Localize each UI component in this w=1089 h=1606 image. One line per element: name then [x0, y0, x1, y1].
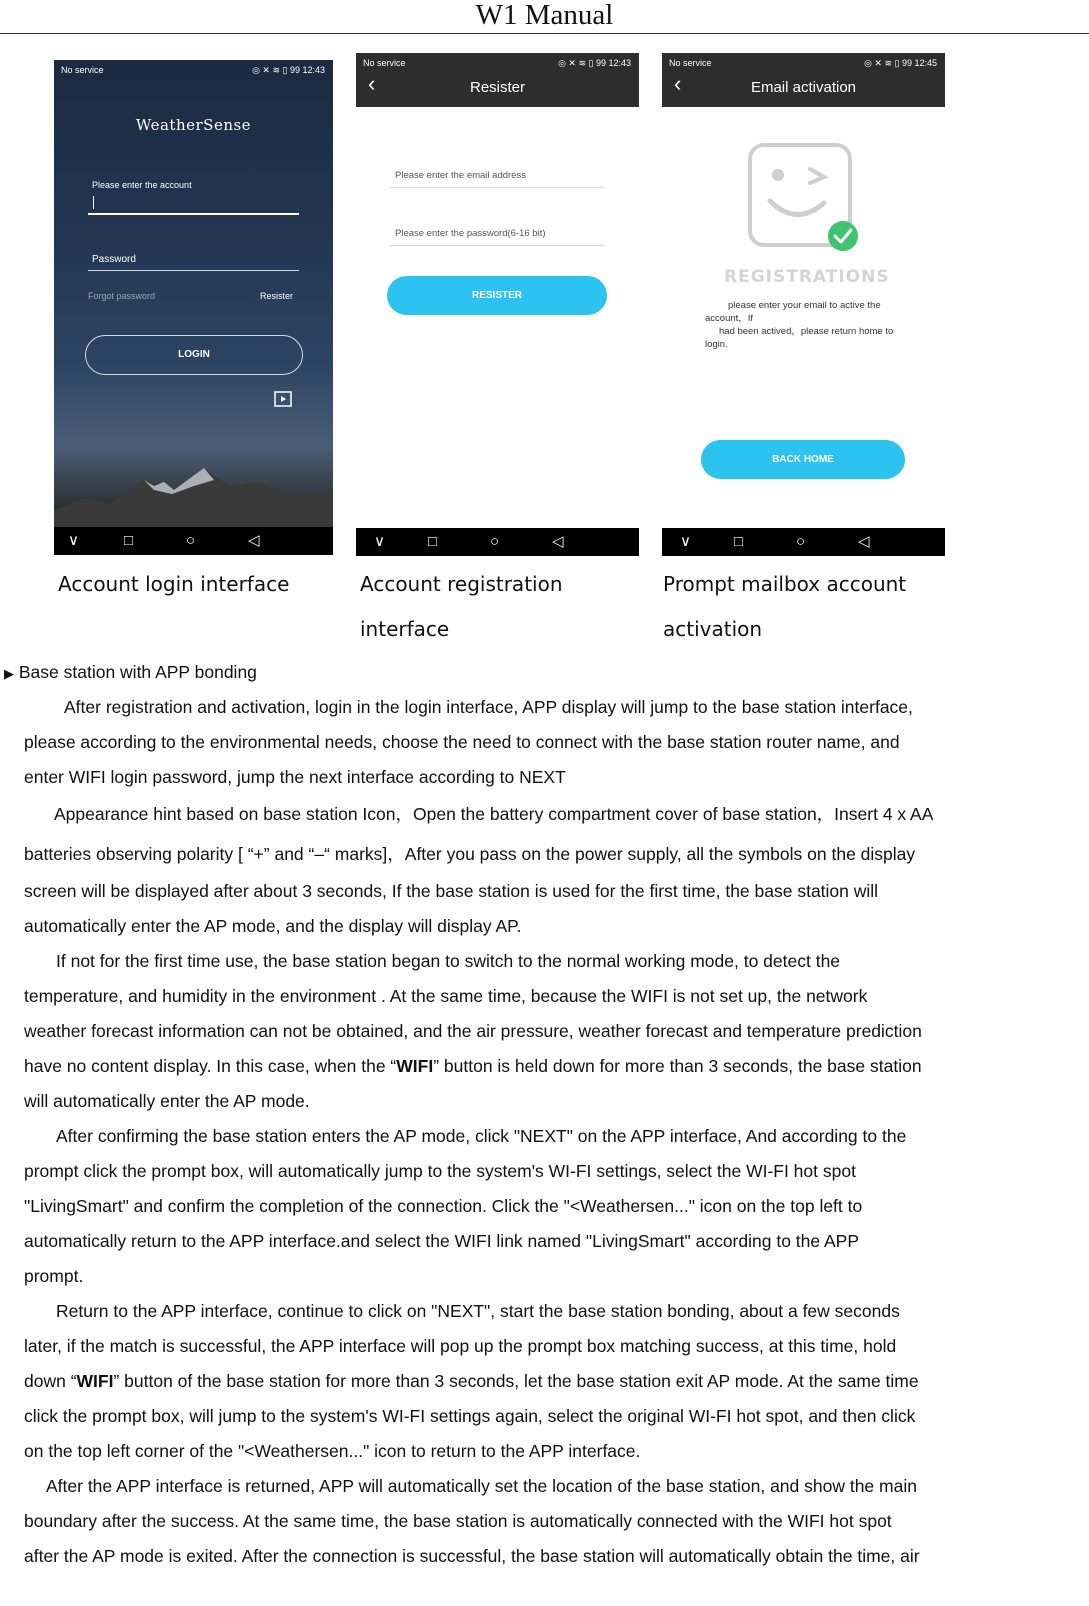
- register-app-bar: No service ◎ ✕ ≋ ▯ 99 12:43 ‹ Resister: [356, 53, 639, 107]
- paragraph-line: automatically enter the AP mode, and the display will display AP.: [24, 916, 522, 936]
- mountain-silhouette: [54, 460, 333, 530]
- paragraph-line: batteries observing polarity [ “+” and “–“ marks]，After you pass on the power supply, all the symbols on the display: [24, 844, 916, 864]
- register-link[interactable]: Resister: [260, 291, 294, 301]
- nav-home-square-icon[interactable]: □: [734, 533, 744, 550]
- activation-title: Email activation: [750, 79, 857, 96]
- caption-register: Account registration interface: [360, 572, 563, 641]
- activation-screenshot: [662, 53, 945, 556]
- nav-circle-icon[interactable]: ○: [490, 533, 500, 550]
- nav-bar: [662, 528, 945, 556]
- paragraph-line: After the APP interface is returned, APP will automatically set the location of the base station, and show the main: [46, 1476, 917, 1496]
- register-screenshot: [356, 53, 639, 556]
- triangle-bullet-icon: ▶: [4, 666, 14, 681]
- paragraph-line: temperature, and humidity in the environment . At the same time, because the WIFI is not set up, the network: [24, 986, 868, 1006]
- login-screenshot: [54, 60, 333, 555]
- paragraph-line: After confirming the base station enters the AP mode, click "NEXT" on the APP interface, And according to the: [56, 1126, 907, 1146]
- email-field[interactable]: Please enter the email address: [395, 170, 526, 181]
- paragraph-line: boundary after the success. At the same time, the base station is automatically connected with the WIFI hot spot: [24, 1511, 892, 1531]
- account-label: Please enter the account: [92, 180, 192, 190]
- paragraph-line: Appearance hint based on base station Icon，Open the battery compartment cover of base station，Insert 4 x AA: [54, 804, 934, 824]
- nav-back-icon[interactable]: ◁: [858, 533, 870, 550]
- paragraph-line: click the prompt box, will jump to the system's WI-FI settings again, select the original WI-FI hot spot, and then click: [24, 1406, 916, 1426]
- account-input[interactable]: [88, 192, 299, 214]
- paragraph-line: Return to the APP interface, continue to click on "NEXT", start the base station bonding, about a few seconds: [56, 1301, 900, 1321]
- paragraph-line: will automatically enter the AP mode.: [24, 1091, 310, 1111]
- paragraph-line: have no content display. In this case, when the “WIFI” button is held down for more than 3 seconds, the base station: [24, 1056, 922, 1076]
- page-title: W1 Manual: [475, 0, 614, 31]
- video-icon[interactable]: [274, 390, 292, 408]
- nav-back-icon[interactable]: ◁: [248, 532, 260, 549]
- winking-face-icon: [746, 143, 861, 253]
- forgot-password-link[interactable]: Forgot password: [88, 291, 156, 301]
- nav-down-icon[interactable]: ∨: [680, 533, 691, 550]
- paragraph-line: down “WIFI” button of the base station for more than 3 seconds, let the base station exit AP mode. At the same time: [24, 1371, 919, 1391]
- activation-message: please enter your email to active the account，If had been actived，please return home to login.: [705, 300, 894, 350]
- paragraph-line: after the AP mode is exited. After the connection is successful, the base station will automatically obtain the time, air: [24, 1546, 920, 1566]
- nav-home-square-icon[interactable]: □: [124, 532, 134, 549]
- back-chevron-icon[interactable]: ‹: [674, 71, 682, 96]
- nav-down-icon[interactable]: ∨: [374, 533, 385, 550]
- caption-login: Account login interface: [58, 572, 290, 596]
- back-home-button[interactable]: BACK HOME: [701, 440, 905, 479]
- paragraph-line: screen will be displayed after about 3 seconds, If the base station is used for the first time, the base station will: [24, 881, 879, 901]
- nav-circle-icon[interactable]: ○: [796, 533, 806, 550]
- password-field[interactable]: Password: [92, 254, 136, 265]
- register-button[interactable]: RESISTER: [387, 276, 607, 315]
- section-heading: ▶ Base station with APP bonding: [4, 662, 257, 682]
- activation-app-bar: No service ◎ ✕ ≋ ▯ 99 12:45 ‹ Email activation: [662, 53, 945, 107]
- nav-down-icon[interactable]: ∨: [68, 532, 79, 549]
- nav-bar: [356, 528, 639, 556]
- caption-activation: Prompt mailbox account activation: [663, 572, 907, 641]
- app-logo: WeatherSense: [135, 116, 252, 134]
- paragraph-line: later, if the match is successful, the APP interface will pop up the prompt box matching success, at this time, hold: [24, 1336, 897, 1356]
- nav-back-icon[interactable]: ◁: [552, 533, 564, 550]
- paragraph-line: on the top left corner of the "<Weathersen..." icon to return to the APP interface.: [24, 1441, 641, 1461]
- register-title: Resister: [469, 79, 525, 96]
- paragraph-line: "LivingSmart" and confirm the completion of the connection. Click the "<Weathersen..." icon on the top left to: [24, 1196, 863, 1216]
- password-field[interactable]: Please enter the password(6-16 bit): [395, 228, 546, 239]
- back-chevron-icon[interactable]: ‹: [368, 71, 376, 96]
- page-header: [0, 0, 1089, 34]
- paragraph-line: prompt click the prompt box, will automatically jump to the system's WI-FI settings, select the WI-FI hot spot: [24, 1161, 856, 1181]
- status-bar: No service ◎ ✕ ≋ ▯ 99 12:43: [61, 65, 325, 75]
- nav-bar: [54, 527, 333, 555]
- paragraph-line: please according to the environmental needs, choose the need to connect with the base station router name, and: [24, 732, 900, 752]
- paragraph-line: weather forecast information can not be obtained, and the air pressure, weather forecast and temperature prediction: [24, 1021, 922, 1041]
- login-button[interactable]: LOGIN: [85, 335, 303, 375]
- paragraph-line: automatically return to the APP interface.and select the WIFI link named "LivingSmart" according to the APP: [24, 1231, 860, 1251]
- paragraph-line: prompt.: [24, 1266, 84, 1286]
- nav-home-square-icon[interactable]: □: [428, 533, 438, 550]
- paragraph-line: After registration and activation, login in the login interface, APP display will jump to the base station interface,: [64, 697, 913, 717]
- registrations-stamp: REGISTRATIONS: [724, 267, 890, 287]
- paragraph-line: If not for the first time use, the base station began to switch to the normal working mode, to detect the: [56, 951, 841, 971]
- nav-circle-icon[interactable]: ○: [186, 532, 196, 549]
- paragraph-line: enter WIFI login password, jump the next interface according to NEXT: [24, 767, 566, 787]
